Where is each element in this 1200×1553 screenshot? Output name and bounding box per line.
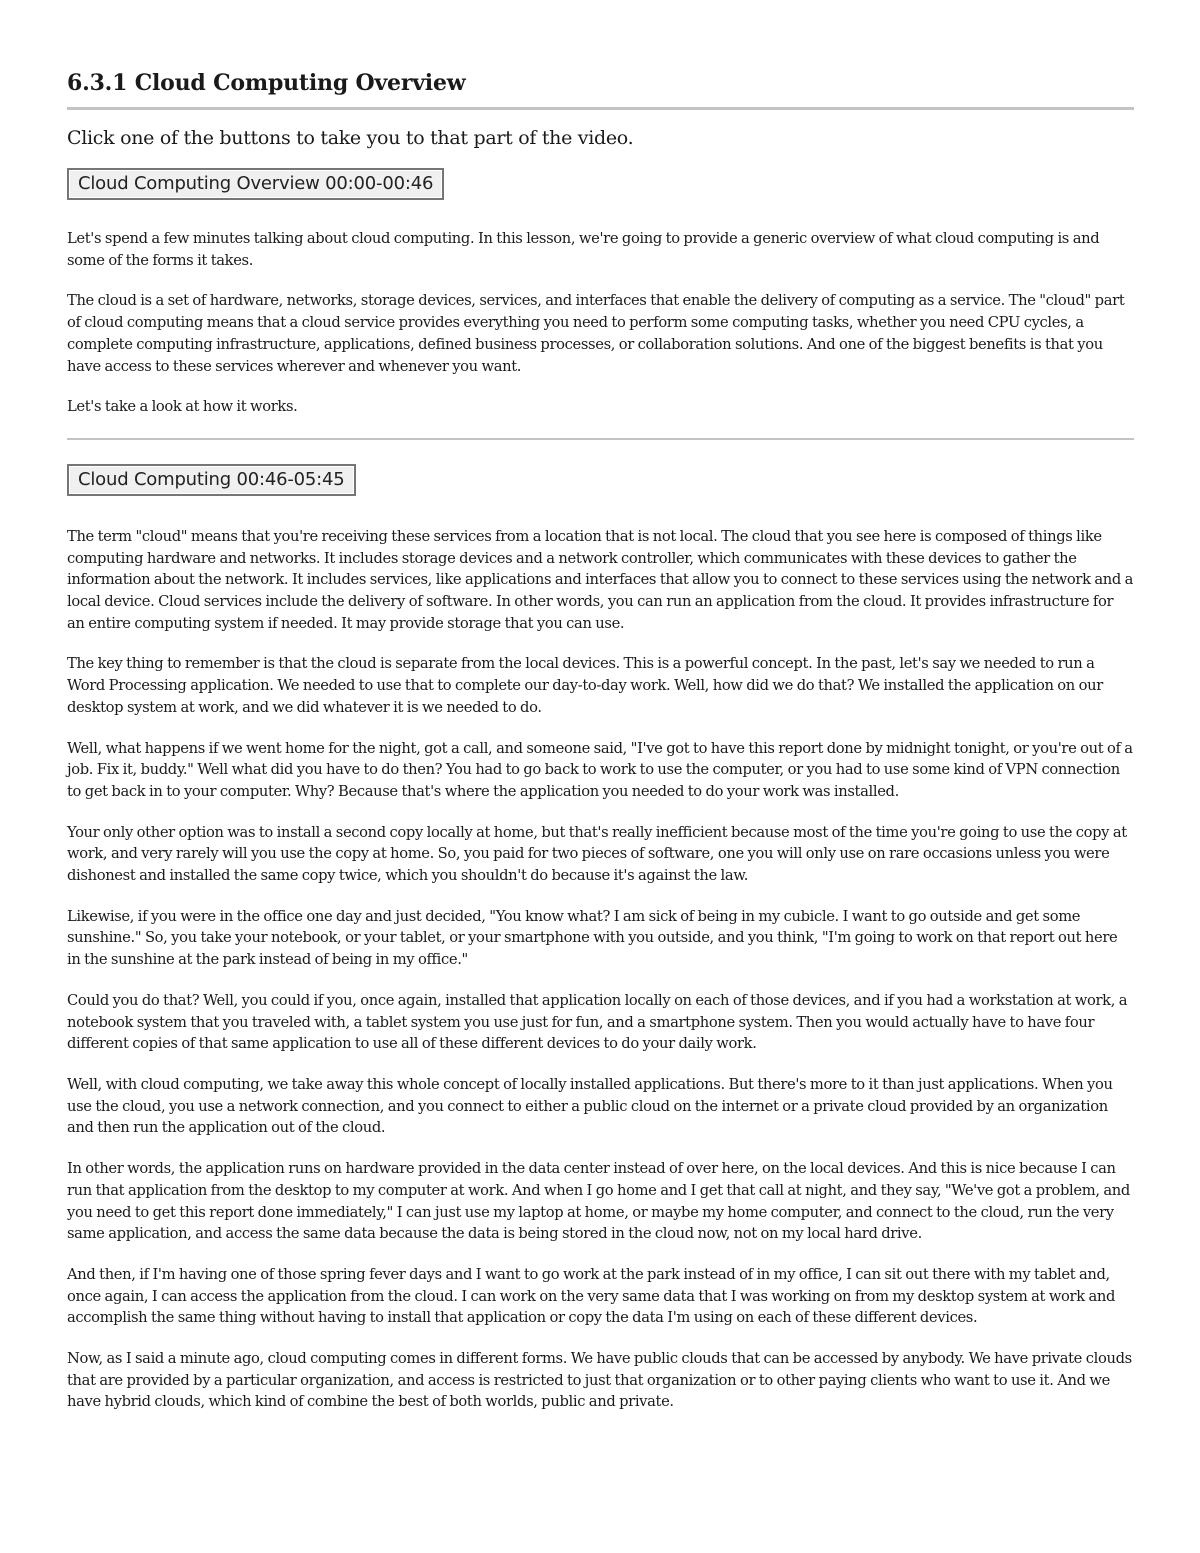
transcript-paragraph: The cloud is a set of hardware, networks, storage devices, services, and interfaces that enable the delivery of computing as a service. The "cloud" part of cloud computing means that a cloud service provides everything you need to perform some computing tasks, whether you need CPU cycles, a complete computing infrastructure, applications, defined business processes, or collaboration solutions. And one of the biggest benefits is that you have access to these services wherever and whenever you want. — [67, 292, 1125, 375]
transcript-paragraph: Well, with cloud computing, we take away this whole concept of locally installed applications. But there's more to it than just applications. When you use the cloud, you use a network connection, and you connect to either a public cloud on the internet or a private cloud provided by an organization and then run the application out of the cloud. — [67, 1075, 1113, 1137]
transcript-paragraph: In other words, the application runs on hardware provided in the data center instead of over here, on the local devices. And this is nice because I can run that application from the desktop to my computer at work. And when I go home and I get that call at night, and they say, "We've got a problem, and you need to get this report done immediately," I can just use my laptop at home, or maybe my home computer, and connect to the cloud, run the very same application, and access the same data because the data is being stored in the cloud now, not on my local hard drive. — [67, 1160, 1130, 1243]
transcript-paragraph: Well, what happens if we went home for the night, got a call, and someone said, "I've got to have this report done by midnight tonight, or you're out of a job. Fix it, buddy." Well what did you have to do then? You had to go back to work to use the computer, or you had to use some kind of VPN connection to get back in to your computer. Why? Because that's where the application you needed to do your work was installed. — [67, 739, 1133, 800]
instructions-text: Click one of the buttons to take you to that part of the video. — [67, 127, 634, 149]
transcript-paragraph: Likewise, if you were in the office one day and just decided, "You know what? I am sick of being in my cubicle. I want to go outside and get some sunshine." So, you take your notebook, or your tablet, or your smartphone with you outside, and you think, "I'm going to work on that report out here in the sunshine at the park instead of being in my office." — [67, 907, 1118, 969]
transcript-paragraph: The key thing to remember is that the cloud is separate from the local devices. This is a powerful concept. In the past, let's say we needed to run a Word Processing application. We needed to use that to complete our day-to-day work. Well, how did we do that? We installed the application on our desktop system at work, and we did whatever it is we needed to do. — [67, 655, 1103, 716]
transcript-paragraph: And then, if I'm having one of those spring fever days and I want to go work at the park instead of in my office, I can sit out there with my tablet and, once again, I can access the application from the cloud. I can work on the very same data that I was working on from my desktop system at work and accomplish the same thing without having to install that application or copy the data I'm using on each of these different devices. — [67, 1265, 1116, 1327]
transcript-paragraph: Now, as I said a minute ago, cloud computing comes in different forms. We have public clouds that can be accessed by anybody. We have private clouds that are provided by a particular organization, and access is restricted to just that organization or to other paying clients who want to use it. And we have hybrid clouds, which kind of combine the best of both worlds, public and private. — [67, 1350, 1132, 1411]
segment-2-button[interactable]: Cloud Computing 00:46-05:45 — [67, 464, 356, 496]
transcript-paragraph: Let's spend a few minutes talking about cloud computing. In this lesson, we're going to provide a generic overview of what cloud computing is and some of the forms it takes. — [67, 230, 1100, 269]
transcript-paragraph: The term "cloud" means that you're receiving these services from a location that is not local. The cloud that you see here is composed of things like computing hardware and networks. It includes storage devices and a network controller, which communicates with these devices to gather the information about the network. It includes services, like applications and interfaces that allow you to connect to these services using the network and a local device. Cloud services include the delivery of software. In other words, you can run an application from the cloud. It provides infrastructure for an entire computing system if needed. It may provide storage that you can use. — [67, 527, 1134, 632]
page-title: 6.3.1 Cloud Computing Overview — [67, 70, 466, 96]
transcript-paragraph: Let's take a look at how it works. — [67, 398, 298, 416]
section-divider — [67, 438, 1134, 440]
segment-1-button[interactable]: Cloud Computing Overview 00:00-00:46 — [67, 168, 444, 200]
segment-2-transcript — [67, 526, 1134, 1413]
transcript-paragraph: Could you do that? Well, you could if you, once again, installed that application locally on each of those devices, and if you had a workstation at work, a notebook system that you traveled with, a tablet system you use just for fun, and a smartphone system. Then you would actually have to have four different copies of that same application to use all of these different devices to do your daily work. — [67, 991, 1128, 1053]
title-divider — [67, 107, 1134, 110]
transcript-paragraph: Your only other option was to install a second copy locally at home, but that's really inefficient because most of the time you're going to use the copy at work, and very rarely will you use the copy at home. So, you paid for two pieces of software, one you will only use on rare occasions unless you were dishonest and installed the same copy twice, which you shouldn't do because it's against the law. — [67, 823, 1127, 885]
segment-1-transcript — [67, 228, 1134, 418]
